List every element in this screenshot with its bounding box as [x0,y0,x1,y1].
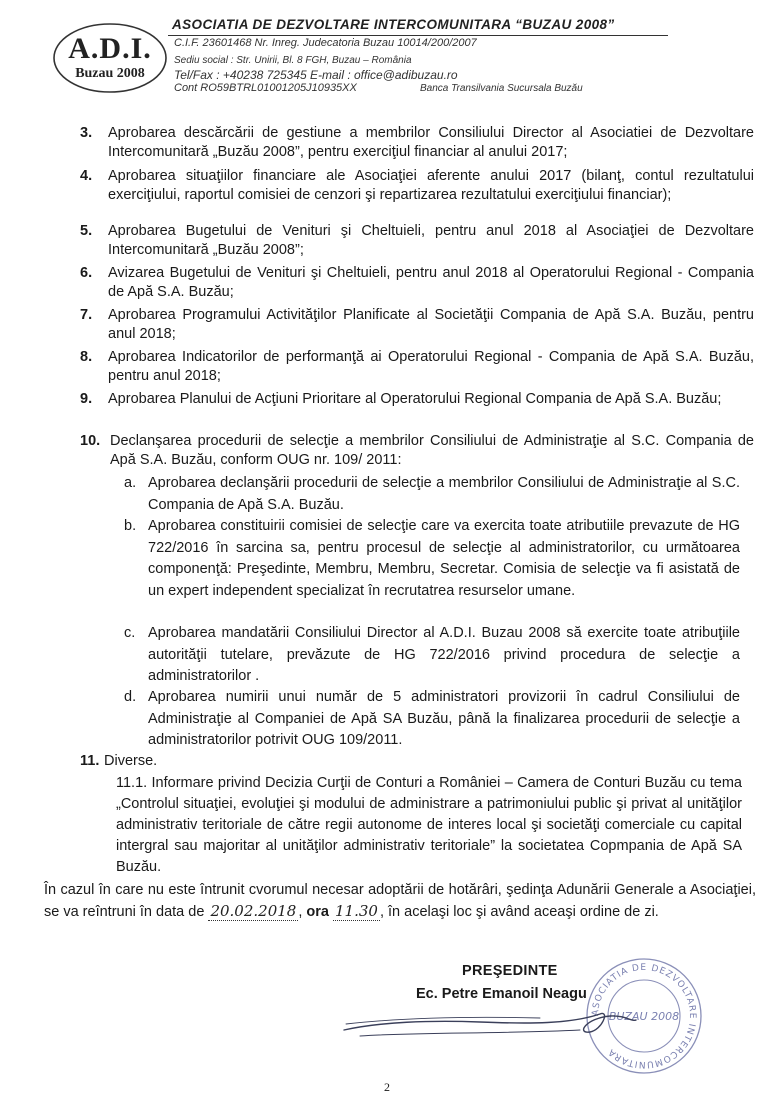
header-address: Sediu social : Str. Unirii, Bl. 8 FGH, Buzau – România [174,55,412,66]
item-text: Aprobarea Indicatorilor de performanţă ai Operatorului Regional - Compania de Apă S.A. Buzău, pentru anul 2018; [108,349,754,384]
closing-paragraph [44,880,756,923]
item-text: Declanşarea procedurii de selecţie a membrilor Consiliului de Administraţie al S.C. Compania de Apă S.A. Buzău, conform OUG nr. 109/ 2011: [110,433,754,468]
agenda-item-6 [80,264,754,302]
subitem-text: Aprobarea numirii unui număr de 5 administratori provizorii în cadrul Consiliului de Administraţie al Companiei de Apă SA Buzău, până la finalizarea procedurii de selecţie a administratorilor potrivit OUG 109/2011. [148,689,740,748]
subitem-a [124,473,740,516]
item-number: 11. [80,753,100,769]
handwritten-signature [340,1000,640,1050]
item-text: Aprobarea Programului Activităţilor Planificate al Societăţii Compania de Apă S.A. Buzău, pentru anul 2018; [108,307,754,342]
subitem-letter: d. [124,689,137,705]
item-number: 4. [80,168,93,184]
header-registration: C.I.F. 23601468 Nr. Inreg. Judecatoria Buzau 10014/200/2007 [174,37,477,49]
item-text: Diverse. [104,753,158,769]
signature-title: PREŞEDINTE [462,963,558,979]
closing-text-1: În cazul în care nu este întrunit cvorumul necesar adoptării de hotărâri, şedinţa Adunării Generale a Asociaţiei, se va reîntruni în data de [44,882,756,920]
handwritten-date: 20.02.2018 [210,902,297,920]
association-title: ASOCIATIA DE DEZVOLTARE INTERCOMUNITARA “BUZAU 2008” [172,17,615,32]
item-number: 5. [80,223,93,239]
agenda-item-11 [80,752,754,771]
item-number: 10. [80,433,101,449]
item-text: Aprobarea descărcării de gestiune a membrilor Consiliului Director al Asociatiei de Dezvoltare Intercomunitară „Buzău 2008”, pentru exerciţiul financiar al anului 2017; [108,125,754,160]
item-text: Aprobarea Planului de Acţiuni Prioritare al Operatorului Regional Compania de Apă S.A. Buzău; [108,391,722,407]
item-number: 3. [80,125,93,141]
item-number: 9. [80,391,93,407]
signatory-name: Ec. Petre Emanoil Neagu [416,986,587,1002]
agenda-item-3 [80,124,754,162]
subitem-letter: a. [124,475,137,491]
item-number: 7. [80,307,93,323]
subitem-b [124,516,740,602]
item-number: 6. [80,265,93,281]
logo-sub-text: Buzau 2008 [75,66,145,81]
item-11-1-text: 11.1. Informare privind Decizia Curţii de Conturi a României – Camera de Conturi Buzău cu tema „Controlul situaţiei, evoluţiei şi modului de administrare a patrimoniului public şi privat al unităţilor administrativ teritoriale de către regii autonome de interes local şi societăţi comerciale cu capital intergral sau majoritar al unităţilor administrativ teritoriale” la societatea Copmpania de Apă SA Buzău. [116,775,742,875]
subitem-d [124,687,740,752]
agenda-item-8 [80,348,754,386]
subitem-text: Aprobarea declanşării procedurii de selecţie a membrilor Consiliului de Administraţie al S.C. Compania de Apă S.A. Buzău. [148,475,740,513]
closing-text-3: , în acelaşi loc şi având aceaşi ordine de zi. [379,904,659,920]
header-account: Cont RO59BTRL01001205J10935XX [174,82,357,94]
item-text: Aprobarea situaţiilor financiare ale Asociaţiei aferente anului 2017 (bilanţ, contul rezultatului exerciţiului, raportul comisiei de cenzori şi repartizarea rezultatului exerciţiului financiar); [108,168,754,203]
page-number: 2 [384,1080,390,1094]
stamp-center-text: BUZAU 2008 [608,1010,680,1023]
ora-label: ora [306,904,329,920]
header-divider [168,35,668,36]
subitem-text: Aprobarea constituirii comisiei de selecţie care va exercita toate atributiile prevazute de HG 722/2016 în sarcina sa, pentru procesul de selecţie al administratorilor, cu următoarea componenţă: Preşedinte, Membru, Membru, Secretar. Comisia de selecţie va fi asistată de un expert independent specializat în recrutatrea resurselor umane. [148,518,740,599]
handwritten-time: 11.30 [335,902,378,920]
adi-logo [52,22,168,94]
agenda-item-10 [80,432,754,470]
agenda-item-5 [80,222,754,260]
closing-text-2: , [298,904,307,920]
stamp-ring-text: ASOCIATIA DE DEZVOLTARE INTERCOMUNITARA [590,962,698,1070]
agenda-item-4 [80,167,754,205]
header-bank: Banca Transilvania Sucursala Buzău [420,83,583,94]
subitem-c [124,623,740,688]
header-contact: Tel/Fax : +40238 725345 E-mail : office@adibuzau.ro [174,68,458,82]
item-number: 8. [80,349,93,365]
agenda-item-7 [80,306,754,344]
subitem-text: Aprobarea mandatării Consiliului Director al A.D.I. Buzau 2008 să exercite toate atribuţiile autorităţii tutelare, prevăzute de HG 722/2016 privind procedura de selecţie a administratorilor . [148,625,740,684]
item-text: Avizarea Bugetului de Venituri şi Cheltuieli, pentru anul 2018 al Operatorului Regional - Compania de Apă S.A. Buzău; [108,265,754,300]
logo-main-text: A.D.I. [68,32,152,65]
subitem-letter: c. [124,625,136,641]
item-text: Aprobarea Bugetului de Venituri şi Cheltuieli, pentru anul 2018 al Asociaţiei de Dezvoltare Intercomunitară „Buzău 2008”; [108,223,754,258]
subitem-letter: b. [124,518,137,534]
agenda-item-9 [80,390,754,409]
